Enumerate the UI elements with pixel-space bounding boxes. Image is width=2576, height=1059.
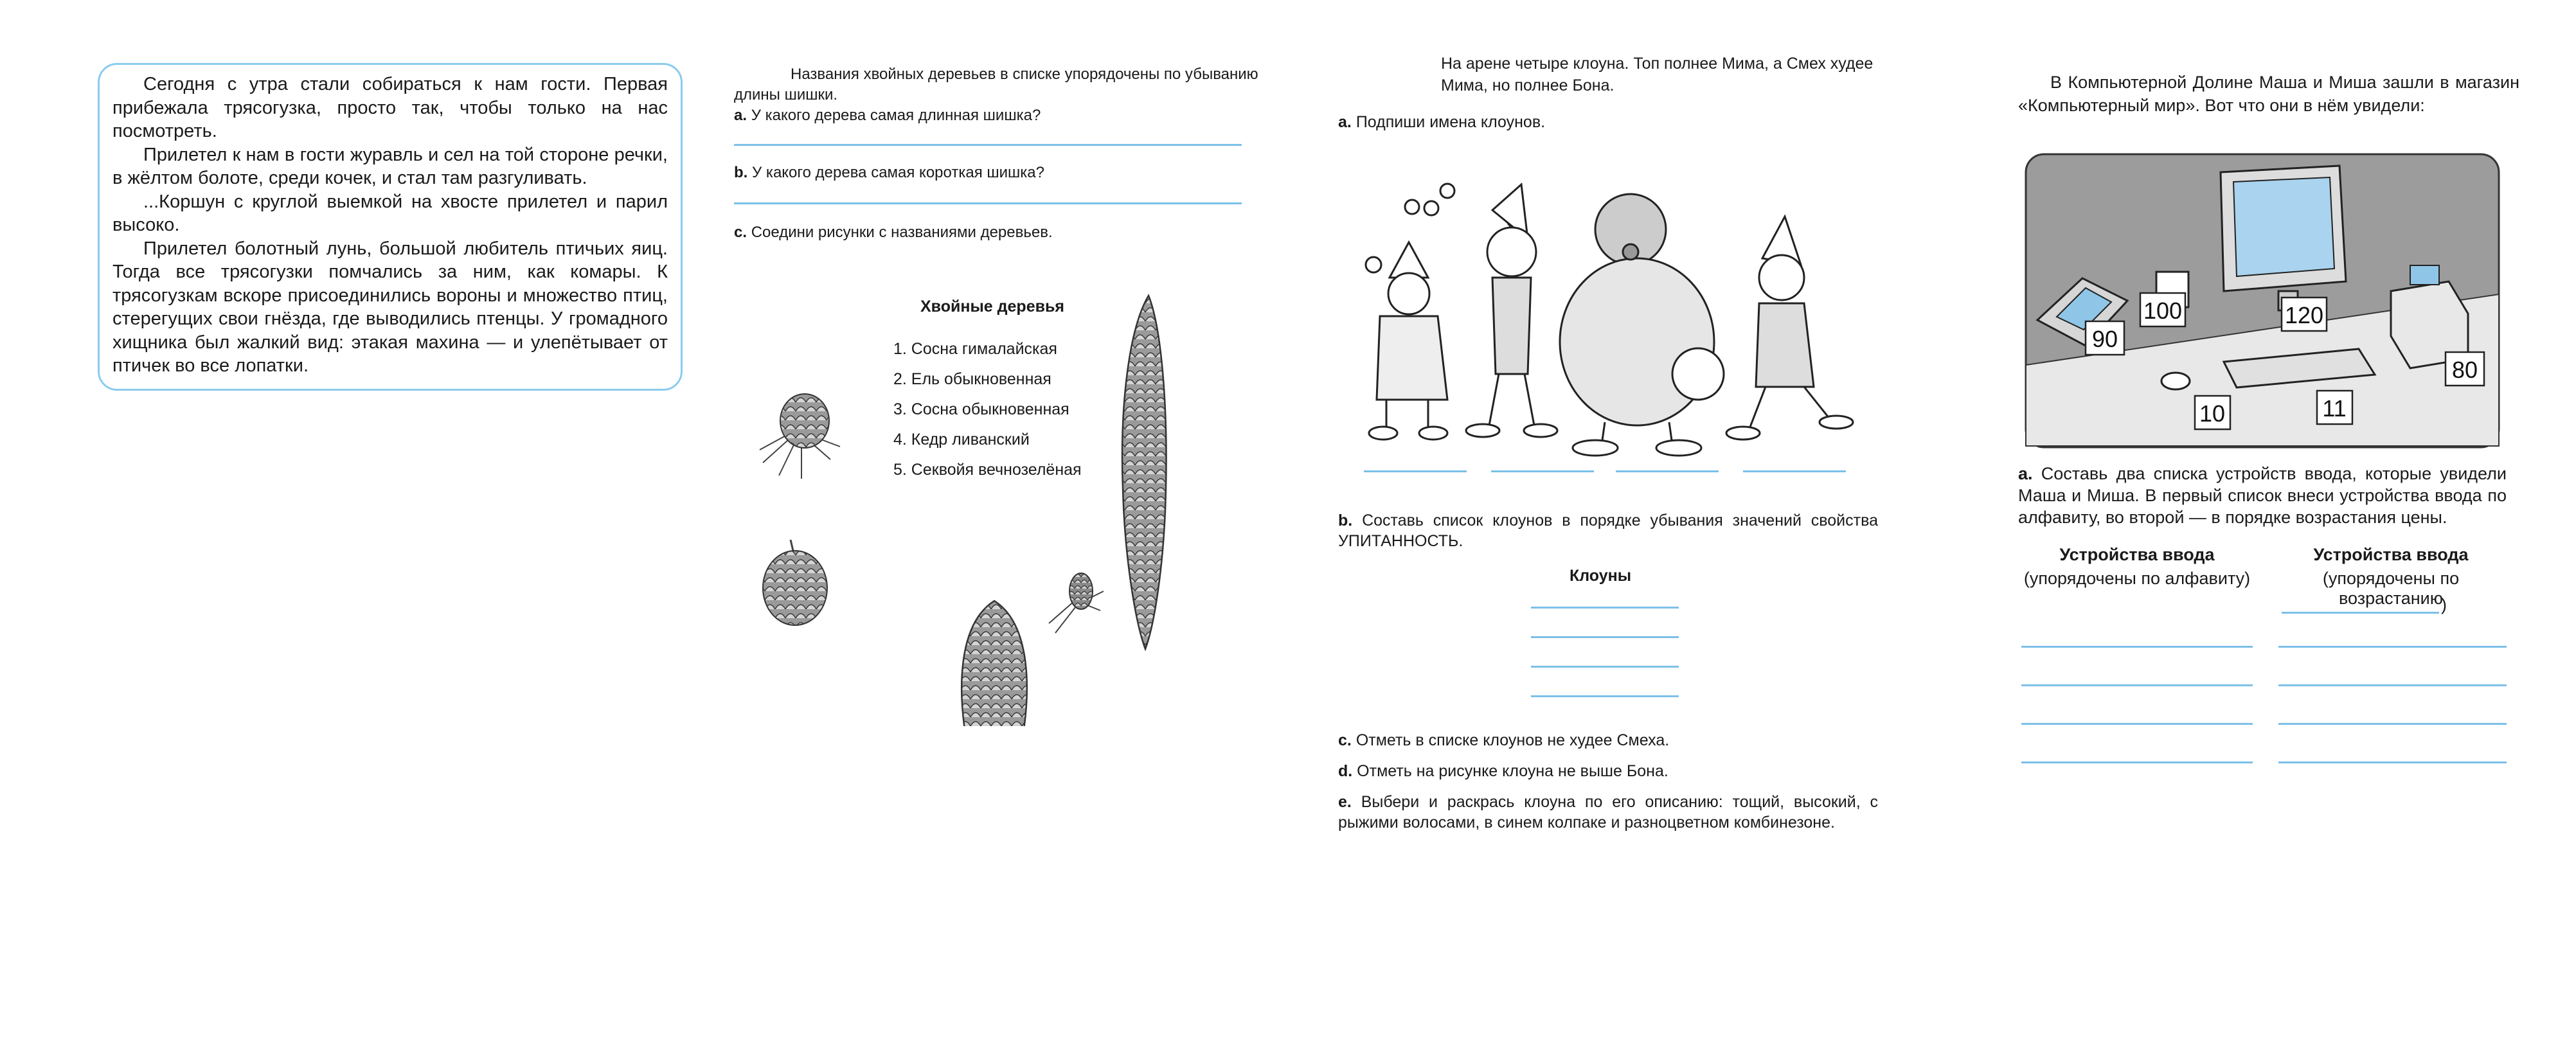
store-question-a <box>2018 463 2507 528</box>
clown-list-line-3[interactable] <box>1531 666 1679 668</box>
clown-name-line-2[interactable] <box>1491 470 1594 472</box>
column-1-title: Устройства ввода <box>2059 545 2215 564</box>
cone-long[interactable] <box>1122 296 1166 649</box>
cones-illustration <box>734 276 1261 726</box>
price-criterion-line[interactable] <box>2282 612 2439 614</box>
clowns-question-d <box>1338 762 1668 781</box>
cone-tiny[interactable] <box>1049 573 1104 633</box>
clowns-question-d-text: Отметь на рисунке клоуна не выше Бона. <box>1357 762 1668 780</box>
question-a <box>734 107 1261 125</box>
question-b <box>734 164 1261 182</box>
clowns-question-a <box>1338 113 1878 132</box>
story-panel <box>98 63 683 391</box>
tree-item-4[interactable]: 4. Кедр ливанский <box>893 431 1030 449</box>
clowns-question-e-label: e. <box>1338 793 1352 811</box>
clown-list-line-1[interactable] <box>1531 607 1679 609</box>
price-tag-80: 80 <box>2451 357 2478 383</box>
column-2-subtitle: (упорядочены по возрастанию <box>2322 569 2460 608</box>
cone-medium[interactable] <box>962 601 1026 726</box>
alpha-line-1[interactable] <box>2021 646 2253 648</box>
answer-a-line[interactable] <box>734 144 1242 146</box>
conifers-intro: Названия хвойных деревьев в списке упорядочены по убыванию длины шишки. <box>734 66 1258 103</box>
tree-item-2[interactable]: 2. Ель обыкновенная <box>893 370 1051 388</box>
store-illustration <box>2025 153 2500 449</box>
clown-name-line-3[interactable] <box>1616 470 1719 472</box>
column-1-subtitle: (упорядочены по алфавиту) <box>2023 569 2251 588</box>
clowns-question-b <box>1338 510 1878 551</box>
price-tag-100: 100 <box>2143 298 2183 324</box>
clowns-illustration <box>1351 181 1865 464</box>
clown-1[interactable] <box>1369 242 1447 440</box>
store-question-a-label: a. <box>2018 464 2033 483</box>
clown-2[interactable] <box>1466 184 1557 437</box>
story-paragraph-3: ...Коршун с круглой выемкой на хвосте прилетел и парил высоко. <box>112 191 668 235</box>
clowns-question-b-text: Составь список клоунов в порядке убывания значений свойства УПИТАННОСТЬ. <box>1338 512 1878 550</box>
price-line-1[interactable] <box>2278 646 2507 648</box>
story-paragraph-4: Прилетел болотный лунь, большой любитель птичьих яиц. Тогда все трясогузки помчались за ним, как комары. К трясогузкам вскоре присоединились вороны и множество птиц, стерегущих свои гнёзда, где выводились птенцы. У громадного хищника был жалкий вид: этакая махина — и улепётывает от птичек во все лопатки. <box>112 238 668 376</box>
alpha-line-3[interactable] <box>2021 723 2253 725</box>
column-2-title: Устройства ввода <box>2313 545 2469 564</box>
clown-list-line-2[interactable] <box>1531 636 1679 638</box>
clowns-question-b-label: b. <box>1338 512 1353 530</box>
story-paragraph-2: Прилетел к нам в гости журавль и сел на той стороне речки, в жёлтом болоте, среди кочек, и стал там разгуливать. <box>112 144 668 188</box>
story-paragraph-1: Сегодня с утра стали собираться к нам гости. Первая прибежала трясогузка, просто так, чтобы только на нас посмотреть. <box>112 74 668 141</box>
column-alphabetical <box>2018 545 2256 589</box>
price-tag-120: 120 <box>2284 302 2324 328</box>
column-price <box>2269 545 2513 609</box>
clowns-list-title: Клоуны <box>1570 567 1632 585</box>
tree-item-5[interactable]: 5. Секвойя вечнозелёная <box>893 461 1082 479</box>
clown-4[interactable] <box>1726 217 1853 440</box>
tree-item-3[interactable]: 3. Сосна обыкновенная <box>893 400 1069 418</box>
conifers-list-title: Хвойные деревья <box>920 298 1064 316</box>
question-c <box>734 224 1261 242</box>
clown-name-line-4[interactable] <box>1743 470 1846 472</box>
answer-b-line[interactable] <box>734 202 1242 204</box>
store-intro: В Компьютерной Долине Маша и Миша зашли в магазин «Компьютерный мир». Вот что они в нём увидели: <box>2018 73 2519 115</box>
price-line-4[interactable] <box>2278 761 2507 763</box>
clowns-question-d-label: d. <box>1338 762 1353 780</box>
price-tag-11: 11 <box>2322 395 2347 422</box>
clowns-intro: На арене четыре клоуна. Топ полнее Мима, а Смех худее Мима, но полнее Бона. <box>1441 55 1874 94</box>
tree-item-1[interactable]: 1. Сосна гималайская <box>893 340 1057 358</box>
cone-small-1[interactable] <box>760 394 840 479</box>
clowns-question-c-text: Отметь в списке клоунов не худее Смеха. <box>1355 731 1670 749</box>
question-c-label: c. <box>734 224 747 241</box>
store-panel <box>2018 71 2519 778</box>
clowns-question-c-label: c. <box>1338 731 1352 749</box>
mouse[interactable] <box>2161 373 2190 389</box>
question-a-label: a. <box>734 107 747 124</box>
clowns-question-c <box>1338 731 1669 750</box>
clowns-question-e <box>1338 792 1878 833</box>
price-line-2[interactable] <box>2278 684 2507 686</box>
column-2-close-paren: ) <box>2441 595 2447 614</box>
conifers-panel <box>734 64 1261 726</box>
clowns-question-a-text: Подпиши имена клоунов. <box>1355 113 1546 131</box>
store-question-a-text: Составь два списка устройств ввода, которые увидели Маша и Миша. В первый список внеси устройства ввода по алфавиту, во второй — в порядке возрастания цены. <box>2018 464 2507 527</box>
clowns-question-a-label: a. <box>1338 113 1352 131</box>
question-c-text: Соедини рисунки с названиями деревьев. <box>751 224 1053 241</box>
clown-list-line-4[interactable] <box>1531 695 1679 697</box>
alpha-line-2[interactable] <box>2021 684 2253 686</box>
cone-small-2[interactable] <box>763 540 827 625</box>
clown-3[interactable] <box>1560 194 1724 456</box>
price-line-3[interactable] <box>2278 723 2507 725</box>
clowns-question-e-text: Выбери и раскрась клоуна по его описанию: тощий, высокий, с рыжими волосами, в синем колпаке и разноцветном комбинезоне. <box>1338 793 1878 832</box>
question-a-text: У какого дерева самая длинная шишка? <box>751 107 1041 124</box>
question-b-label: b. <box>734 164 748 181</box>
clowns-panel <box>1338 53 1878 843</box>
clown-name-line-1[interactable] <box>1364 470 1467 472</box>
alpha-line-4[interactable] <box>2021 761 2253 763</box>
question-b-text: У какого дерева самая короткая шишка? <box>752 164 1045 181</box>
price-tag-10: 10 <box>2199 400 2226 427</box>
price-tag-90: 90 <box>2091 326 2118 352</box>
